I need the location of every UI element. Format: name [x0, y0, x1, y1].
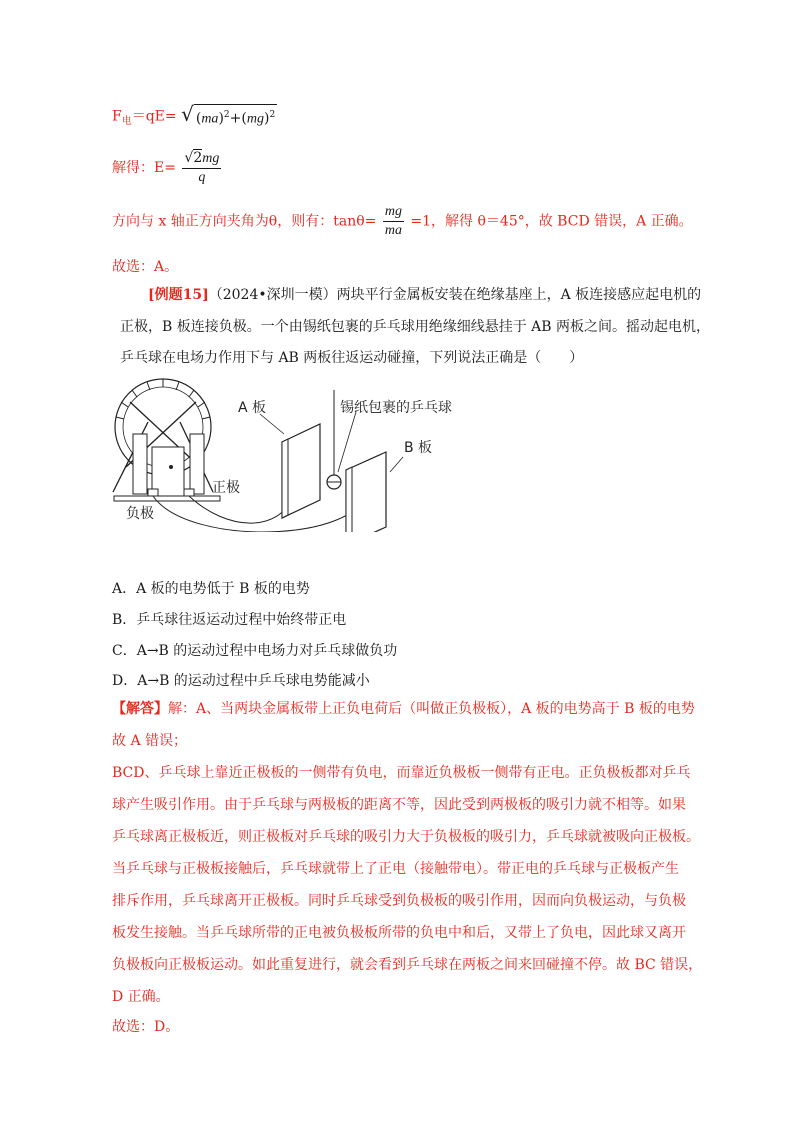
solution-line-1: 【解答】解：A、当两块金属板带上正负电荷后（叫做正负极板），A 板的电势高于 B 板的电势: [112, 701, 695, 717]
solution-line-6: 当乒乓球与正极板接触后，乒乓球就带上了正电（接触带电）。带正电的乒乓球与正极板产生: [112, 861, 679, 877]
label-positive-pole: 正极: [212, 480, 240, 496]
solution-line-9: 负极板向正极板运动。如此重复进行，就会看到乒乓球在两板之间来回碰撞不停。故 BC 错误，: [112, 957, 703, 973]
formula-electric-force: $F_电=qE=$ √ (ma)$^2$+(mg)$^2$: [112, 102, 276, 128]
example-tag: [例题15]: [148, 287, 209, 303]
option-a: A．A 板的电势低于 B 板的电势: [112, 581, 310, 597]
solution-line-7: 排斥作用，乒乓球离开正极板。同时乒乓球受到负极板的吸引作用，因而向负极运动，与负极: [112, 893, 686, 909]
solution-tag: 【解答】: [112, 701, 168, 717]
label-a-plate: A 板: [238, 400, 267, 416]
sqrt-expression: √ (ma)$^2$+(mg)$^2$: [181, 102, 276, 127]
option-b: B．乒乓球往返运动过程中始终带正电: [112, 612, 347, 628]
question-line-2: 正极，B 板连接负极。一个由锡纸包裹的乒乓球用绝缘细线悬挂于 AB 两板之间。摇动起电机，: [120, 319, 711, 335]
question-line-1: [例题15]（2024•深圳一模）两块平行金属板安装在绝缘基座上，A 板连接感应起电机的: [148, 287, 702, 303]
label-ball: 锡纸包裹的乒乓球: [340, 400, 452, 416]
question-line-3: 乒乓球在电场力作用下与 AB 两板往返运动碰撞，下列说法正确是（ ）: [120, 350, 584, 366]
answer-line-2: 故选：D。: [112, 1019, 180, 1035]
formula-direction-angle: 方向与 x 轴正方向夹角为θ，则有：tanθ= $\frac{mg}{ma}$ =1，解得 θ＝45°，故 BCD 错误，A 正确。: [112, 204, 693, 238]
label-b-plate: B 板: [404, 440, 433, 456]
label-negative-pole: 负极: [126, 506, 154, 522]
solution-line-8: 板发生接触。当乒乓球所带的正电被负极板所带的负电中和后，又带上了负电，因此球又离开: [112, 925, 686, 941]
solution-line-5: 乒乓球离正极板近，则正极板对乒乓球的吸引力大于负极板的吸引力，乒乓球就被吸向正极板。: [112, 829, 700, 845]
formula-field-strength: 解得：E= $\frac{√2mg}{q}$: [112, 150, 220, 185]
solution-line-10: D 正确。: [112, 989, 170, 1005]
answer-line-1: 故选：A。: [112, 259, 179, 275]
solution-line-4: 球产生吸引作用。由于乒乓球与两极板的距离不等，因此受到两极板的吸引力就不相等。如果: [112, 797, 686, 813]
solution-line-3: BCD、乒乓球上靠近正极板的一侧带有负电，而靠近负极板一侧带有正电。正负极板都对乒乓: [112, 765, 691, 781]
apparatus-diagram: [108, 372, 468, 532]
solution-line-2: 故 A 错误；: [112, 733, 188, 749]
option-d: D．A→B 的运动过程中乒乓球电势能减小: [112, 673, 370, 689]
option-c: C．A→B 的运动过程中电场力对乒乓球做负功: [112, 643, 398, 659]
